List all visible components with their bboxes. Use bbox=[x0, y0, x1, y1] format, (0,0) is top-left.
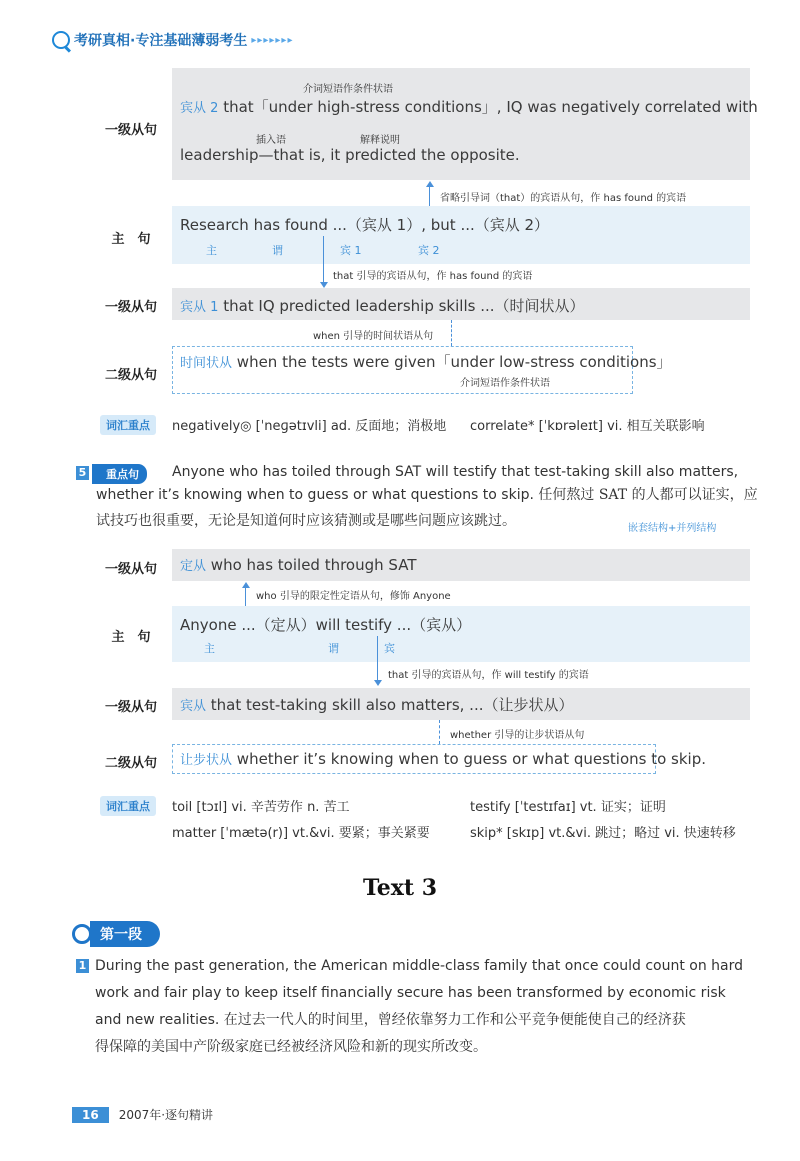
rel-label: 一级从句 bbox=[104, 562, 157, 577]
vocab-item: toil [tɔɪl] vi. 辛苦劳作 n. 苦工 bbox=[172, 800, 350, 815]
clause1-line1: 宾从 2 that「under high-stress conditions」, IQ was negatively correlated with bbox=[180, 98, 758, 116]
arrow-down-icon bbox=[374, 680, 382, 686]
vocab-item: correlate* [ˈkɒrəleɪt] vi. 相互关联影响 bbox=[470, 419, 705, 434]
role-object1: 宾 1 bbox=[340, 244, 362, 257]
section-badge bbox=[72, 921, 160, 947]
role-subject: 主 bbox=[206, 244, 217, 257]
t3-cn-line2: 得保障的美国中产阶级家庭已经被经济风险和新的现实所改变。 bbox=[95, 1039, 487, 1055]
role-subject: 主 bbox=[204, 642, 215, 655]
arrow-up-icon bbox=[242, 582, 250, 588]
sentence-number: 1 bbox=[76, 959, 89, 973]
clause2-label: 一级从句 bbox=[104, 300, 157, 315]
header-arrows: ▸▸▸▸▸▸▸ bbox=[251, 34, 294, 46]
clause2-line: 宾从 1 that IQ predicted leadership skills ...（时间状从） bbox=[180, 297, 585, 315]
clause1-label: 一级从句 bbox=[104, 123, 157, 138]
main-sentence: Research has found ...（宾从 1）, but ...（宾从 2） bbox=[180, 216, 550, 234]
rel-line: 定从 who has toiled through SAT bbox=[180, 556, 417, 574]
text-title: Text 3 bbox=[362, 875, 438, 901]
connector-line bbox=[377, 636, 378, 682]
vocab-item: skip* [skɪp] vt.&vi. 跳过；略过 vi. 快速转移 bbox=[470, 826, 736, 841]
vocab-item: testify [ˈtestɪfaɪ] vt. 证实；证明 bbox=[470, 800, 666, 815]
note-insert: 插入语 bbox=[256, 135, 286, 146]
con-label: 二级从句 bbox=[104, 756, 157, 771]
footer bbox=[72, 1106, 213, 1123]
note-that: that 引导的宾语从句，作 will testify 的宾语 bbox=[388, 670, 589, 681]
search-logo-icon bbox=[52, 31, 70, 49]
obj-label: 一级从句 bbox=[104, 700, 157, 715]
section-title: 第一段 bbox=[90, 921, 160, 947]
con-line: 让步状从 whether it’s knowing when to guess or what questions to skip. bbox=[180, 750, 707, 768]
header bbox=[52, 30, 293, 50]
main-label: 主 句 bbox=[111, 232, 151, 247]
page-number: 16 bbox=[72, 1107, 109, 1123]
vocab-badge: 词汇重点 bbox=[100, 415, 156, 435]
header-title: 考研真相·专注基础薄弱考生 bbox=[74, 33, 248, 49]
key-sentence-badge: 重点句 bbox=[92, 464, 147, 484]
s5-en-line1: Anyone who has toiled through SAT will testify that test-taking skill also matters, bbox=[172, 464, 739, 480]
note-prep-phrase-2: 介词短语作条件状语 bbox=[460, 378, 550, 389]
connector-line bbox=[451, 320, 452, 346]
connector-line bbox=[439, 720, 440, 744]
note-when: when 引导的时间状语从句 bbox=[313, 331, 434, 342]
t3-en-line1: During the past generation, the American middle-class family that once could count on hard bbox=[95, 958, 744, 974]
main-sentence: Anyone ...（定从）will testify ...（宾从） bbox=[180, 616, 472, 634]
obj-line: 宾从 that test-taking skill also matters, ...（让步状从） bbox=[180, 696, 574, 714]
vocab-item: matter [ˈmætə(r)] vt.&vi. 要紧；事关紧要 bbox=[172, 826, 430, 841]
s5-en-line2-and-cn: whether it’s knowing when to guess or what questions to skip. 任何熬过 SAT 的人都可以证实，应 bbox=[96, 487, 758, 503]
role-predicate: 谓 bbox=[328, 642, 339, 655]
role-object2: 宾 2 bbox=[418, 244, 440, 257]
t3-en-line2: work and fair play to keep itself financially secure has been transformed by economic risk bbox=[95, 985, 726, 1001]
t3-line3: and new realities. 在过去一代人的时间里，曾经依靠努力工作和公平竞争便能使自己的经济获 bbox=[95, 1012, 686, 1028]
search-icon bbox=[72, 924, 92, 944]
note-that: that 引导的宾语从句，作 has found 的宾语 bbox=[333, 271, 533, 282]
note-whether: whether 引导的让步状语从句 bbox=[450, 730, 585, 741]
clause3-label: 二级从句 bbox=[104, 368, 157, 383]
vocab-item: negatively◎ [ˈneɡətɪvli] ad. 反面地；消极地 bbox=[172, 419, 447, 434]
note-who: who 引导的限定性定语从句，修饰 Anyone bbox=[256, 591, 451, 602]
clause3-line: 时间状从 when the tests were given「under low-stress conditions」 bbox=[180, 353, 672, 371]
s5-cn-line2: 试技巧也很重要，无论是知道何时应该猜测或是哪些问题应该跳过。 bbox=[96, 513, 516, 529]
structure-note: 嵌套结构+并列结构 bbox=[628, 523, 717, 534]
book-title: 2007年·逐句精讲 bbox=[118, 1108, 214, 1122]
note-prep-phrase: 介词短语作条件状语 bbox=[303, 84, 393, 95]
note-omit: 省略引导词（that）的宾语从句，作 has found 的宾语 bbox=[440, 193, 687, 204]
note-explain: 解释说明 bbox=[360, 135, 400, 146]
sentence-number: 5 bbox=[76, 466, 89, 480]
arrow-up-icon bbox=[426, 181, 434, 187]
main-label: 主 句 bbox=[111, 630, 151, 645]
vocab-badge: 词汇重点 bbox=[100, 796, 156, 816]
role-predicate: 谓 bbox=[272, 244, 283, 257]
role-object: 宾 bbox=[384, 642, 395, 655]
clause1-line2: leadership—that is, it predicted the opposite. bbox=[180, 146, 520, 164]
connector-line bbox=[323, 236, 324, 284]
